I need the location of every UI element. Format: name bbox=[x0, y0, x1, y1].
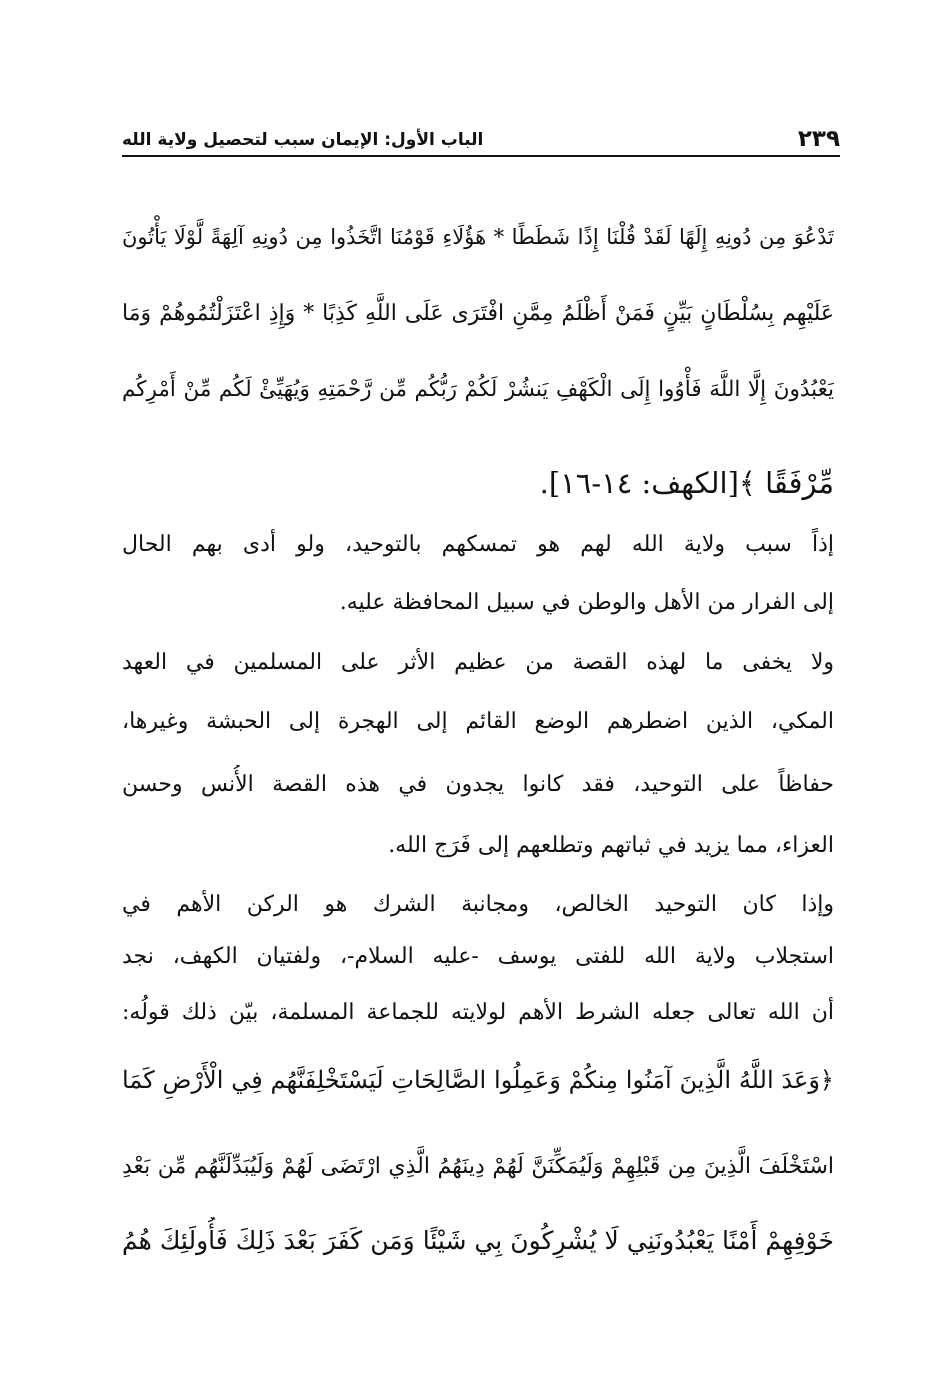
paragraph-line: إذاً سبب ولاية الله لهم هو تمسكهم بالتوحيد، ولو أدى بهم الحال bbox=[122, 532, 834, 557]
verse-line: يَعْبُدُونَ إِلَّا اللَّهَ فَأْوُوا إِلَى الْكَهْفِ يَنشُرْ لَكُمْ رَبُّكُم مِّن رَّحْمَتِهِ وَيُهَيِّئْ لَكُم مِّنْ أَمْرِكُم bbox=[122, 377, 834, 402]
page-header bbox=[122, 118, 840, 152]
verse-line: ﴿وَعَدَ اللَّهُ الَّذِينَ آمَنُوا مِنكُمْ وَعَمِلُوا الصَّالِحَاتِ لَيَسْتَخْلِفَنَّهُم فِي الْأَرْضِ كَمَا bbox=[122, 1066, 834, 1094]
verse-line: اسْتَخْلَفَ الَّذِينَ مِن قَبْلِهِمْ وَلَيُمَكِّنَنَّ لَهُمْ دِينَهُمُ الَّذِي ارْتَضَى لَهُمْ وَلَيُبَدِّلَنَّهُم مِّن بَعْدِ bbox=[122, 1154, 834, 1179]
page-number: ٢٣٩ bbox=[797, 126, 840, 152]
paragraph-line: العزاء، مما يزيد في ثباتهم وتطلعهم إلى فَرَج الله. bbox=[388, 833, 834, 858]
header-divider bbox=[122, 155, 840, 157]
paragraph-line: أن الله تعالى جعله الشرط الأهم لولايته للجماعة المسلمة، بيّن ذلك قولُه: bbox=[122, 1000, 834, 1025]
paragraph-line: استجلاب ولاية الله للفتى يوسف -عليه السلام-، ولفتيان الكهف، نجد bbox=[122, 944, 834, 969]
paragraph-line: إلى الفرار من الأهل والوطن في سبيل المحافظة عليه. bbox=[339, 590, 834, 615]
verse-line: تَدْعُوَ مِن دُونِهِ إِلَهًا لَقَدْ قُلْنَا إِذًا شَطَطًا * هَؤُلَاءِ قَوْمُنَا اتَّخَذُوا مِن دُونِهِ آلِهَةً لَّوْلَا يَأْتُونَ bbox=[122, 225, 834, 249]
verse-line: مِّرْفَقًا ﴾[الكهف: ١٤-١٦]. bbox=[539, 466, 834, 500]
paragraph-line: حفاظاً على التوحيد، فقد كانوا يجدون في هذه القصة الأُنس وحسن bbox=[122, 772, 834, 797]
running-title: الباب الأول: الإيمان سبب لتحصيل ولاية الله bbox=[122, 130, 484, 150]
paragraph-line: المكي، الذين اضطرهم الوضع القائم إلى الهجرة إلى الحبشة وغيرها، bbox=[122, 709, 834, 734]
verse-line: عَلَيْهِم بِسُلْطَانٍ بَيِّنٍ فَمَنْ أَظْلَمُ مِمَّنِ افْتَرَى عَلَى اللَّهِ كَذِبًا * وَإِذِ اعْتَزَلْتُمُوهُمْ وَمَا bbox=[122, 301, 834, 326]
paragraph-line: وإذا كان التوحيد الخالص، ومجانبة الشرك هو الركن الأهم في bbox=[122, 892, 834, 917]
paragraph-line: ولا يخفى ما لهذه القصة من عظيم الأثر على المسلمين في العهد bbox=[122, 650, 834, 675]
verse-line: خَوْفِهِمْ أَمْنًا يَعْبُدُونَنِي لَا يُشْرِكُونَ بِي شَيْئًا وَمَن كَفَرَ بَعْدَ ذَلِكَ فَأُولَئِكَ هُمُ bbox=[122, 1226, 834, 1255]
